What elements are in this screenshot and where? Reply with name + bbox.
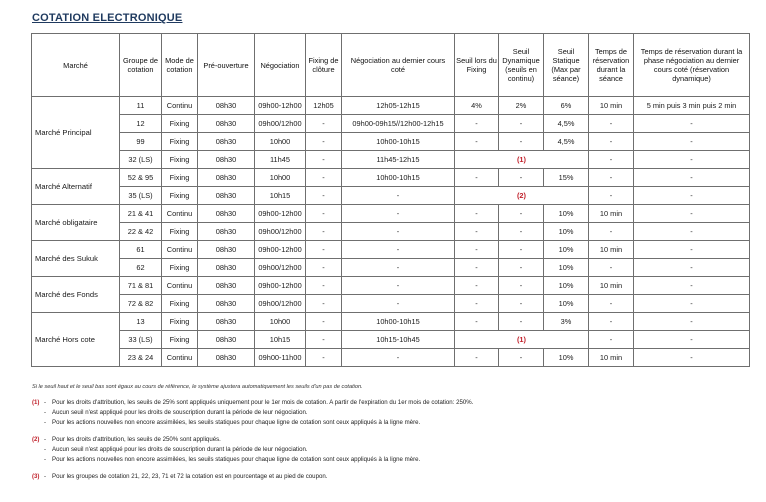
table-cell: - — [306, 133, 342, 151]
table-row — [32, 313, 750, 331]
table-cell: 10% — [544, 223, 589, 241]
table-row — [32, 151, 750, 169]
note-text: Aucun seuil n'est appliqué pour les droits de souscription durant la période de leur négociation. — [52, 446, 308, 453]
header-cell: Seuil Statique (Max par séance) — [544, 34, 589, 97]
table-cell: 10h00-10h15 — [342, 169, 455, 187]
table-cell: - — [342, 241, 455, 259]
market-name: Marché Hors cote — [32, 313, 120, 367]
table-cell: 71 & 81 — [120, 277, 162, 295]
footnote: Si le seuil haut et le seuil bas sont égaux au cours de référence, le système ajustera automatiquement les seuils d'un pas de cotation. — [32, 384, 363, 390]
note-text: Pour les actions nouvelles non encore assimilées, les seuils statiques pour chaque ligne de cotation sont ceux appliqués à la ligne mère. — [52, 419, 421, 426]
table-cell: - — [306, 277, 342, 295]
note-block — [32, 435, 752, 465]
bullet-dash: - — [44, 399, 47, 406]
table-cell: 08h30 — [198, 349, 255, 367]
table-cell: 09h00-09h15//12h00-12h15 — [342, 115, 455, 133]
table-cell: 10 min — [589, 241, 634, 259]
table-cell: - — [306, 115, 342, 133]
table-cell: 08h30 — [198, 277, 255, 295]
table-cell: - — [455, 115, 499, 133]
table-cell: 10h00-10h15 — [342, 133, 455, 151]
table-cell: - — [306, 295, 342, 313]
table-cell: Fixing — [162, 295, 198, 313]
table-cell: - — [634, 277, 750, 295]
table-row — [32, 133, 750, 151]
table-cell: 23 & 24 — [120, 349, 162, 367]
table-cell: 10h15 — [255, 187, 306, 205]
bullet-dash: - — [44, 456, 47, 463]
table-cell: Fixing — [162, 187, 198, 205]
cotation-table — [31, 33, 750, 367]
header-cell: Pré-ouverture — [198, 34, 255, 97]
table-cell: 10h15-10h45 — [342, 331, 455, 349]
table-cell: 10h00-10h15 — [342, 313, 455, 331]
table-cell: - — [306, 169, 342, 187]
table-cell: 10 min — [589, 277, 634, 295]
table-cell: 09h00/12h00 — [255, 295, 306, 313]
table-cell: 09h00/12h00 — [255, 223, 306, 241]
page-title: COTATION ELECTRONIQUE — [32, 12, 183, 24]
table-cell: 5 min puis 3 min puis 2 min — [634, 97, 750, 115]
table-cell: 15% — [544, 169, 589, 187]
table-cell: Fixing — [162, 313, 198, 331]
header-cell: Fixing de clôture — [306, 34, 342, 97]
table-cell: 08h30 — [198, 241, 255, 259]
table-cell: - — [589, 331, 634, 349]
table-cell: - — [634, 349, 750, 367]
notes-section — [32, 398, 752, 489]
table-cell: 35 (LS) — [120, 187, 162, 205]
table-cell: - — [589, 259, 634, 277]
table-cell: - — [499, 205, 544, 223]
table-cell: - — [589, 295, 634, 313]
header-cell: Mode de cotation — [162, 34, 198, 97]
table-cell: Continu — [162, 241, 198, 259]
table-cell: 10% — [544, 241, 589, 259]
table-cell: - — [499, 259, 544, 277]
table-row — [32, 241, 750, 259]
table-cell: 10h00 — [255, 133, 306, 151]
table-cell: - — [499, 223, 544, 241]
table-cell: 10% — [544, 259, 589, 277]
table-cell: 08h30 — [198, 331, 255, 349]
table-cell: - — [342, 277, 455, 295]
table-row — [32, 115, 750, 133]
table-cell: 08h30 — [198, 295, 255, 313]
table-cell: 08h30 — [198, 97, 255, 115]
note-text: Pour les actions nouvelles non encore assimilées, les seuils statiques pour chaque ligne de cotation sont ceux appliqués à la ligne mère. — [52, 456, 421, 463]
table-cell: Fixing — [162, 115, 198, 133]
table-cell: 33 (LS) — [120, 331, 162, 349]
table-cell: 52 & 95 — [120, 169, 162, 187]
table-cell: - — [455, 259, 499, 277]
table-row — [32, 187, 750, 205]
table-cell: 09h00-12h00 — [255, 241, 306, 259]
market-name: Marché Principal — [32, 97, 120, 169]
table-cell: Continu — [162, 205, 198, 223]
table-cell: 09h00-12h00 — [255, 97, 306, 115]
table-cell: 4% — [455, 97, 499, 115]
table-cell: - — [634, 115, 750, 133]
table-row — [32, 205, 750, 223]
table-cell: - — [634, 295, 750, 313]
table-cell: - — [455, 349, 499, 367]
table-cell: - — [342, 187, 455, 205]
table-cell: - — [634, 241, 750, 259]
table-cell: 72 & 82 — [120, 295, 162, 313]
table-cell: Continu — [162, 349, 198, 367]
table-cell: 10 min — [589, 97, 634, 115]
note-reference: (2) — [455, 187, 589, 205]
table-cell: Continu — [162, 97, 198, 115]
table-cell: - — [634, 313, 750, 331]
table-cell: 11h45-12h15 — [342, 151, 455, 169]
table-cell: - — [455, 205, 499, 223]
table-cell: Fixing — [162, 169, 198, 187]
header-cell: Temps de réservation durant la phase négociation au dernier cours coté (réservation dynamique) — [634, 34, 750, 97]
table-cell: - — [499, 313, 544, 331]
note-line — [32, 472, 752, 482]
bullet-dash: - — [44, 446, 47, 453]
table-cell: Fixing — [162, 133, 198, 151]
note-line — [32, 445, 752, 455]
table-cell: - — [499, 133, 544, 151]
table-cell: 10% — [544, 349, 589, 367]
note-line — [32, 408, 752, 418]
table-cell: - — [634, 187, 750, 205]
table-cell: - — [589, 115, 634, 133]
table-cell: 10h00 — [255, 169, 306, 187]
header-cell: Seuil Dynamique (seuils en continu) — [499, 34, 544, 97]
note-text: Pour les groupes de cotation 21, 22, 23, 71 et 72 la cotation est en pourcentage et au pied de coupon. — [52, 473, 328, 480]
table-cell: - — [306, 241, 342, 259]
table-cell: - — [589, 187, 634, 205]
table-cell: - — [306, 313, 342, 331]
table-cell: 6% — [544, 97, 589, 115]
table-cell: - — [634, 169, 750, 187]
table-cell: 09h00-12h00 — [255, 205, 306, 223]
table-cell: 22 & 42 — [120, 223, 162, 241]
header-cell: Négociation au dernier cours coté — [342, 34, 455, 97]
table-cell: - — [634, 223, 750, 241]
table-cell: 08h30 — [198, 259, 255, 277]
table-cell: 08h30 — [198, 169, 255, 187]
table-cell: - — [306, 151, 342, 169]
table-cell: 4,5% — [544, 115, 589, 133]
table-cell: - — [306, 223, 342, 241]
table-cell: - — [499, 169, 544, 187]
table-row — [32, 349, 750, 367]
header-row — [32, 34, 750, 97]
table-cell: - — [306, 259, 342, 277]
table-cell: - — [455, 133, 499, 151]
table-cell: Continu — [162, 277, 198, 295]
table-cell: - — [306, 187, 342, 205]
table-cell: - — [455, 313, 499, 331]
table-cell: 08h30 — [198, 151, 255, 169]
table-cell: - — [455, 277, 499, 295]
table-cell: - — [499, 241, 544, 259]
table-cell: 11h45 — [255, 151, 306, 169]
table-cell: - — [306, 331, 342, 349]
table-cell: - — [342, 259, 455, 277]
table-cell: 08h30 — [198, 115, 255, 133]
table-cell: - — [342, 295, 455, 313]
market-name: Marché Alternatif — [32, 169, 120, 205]
table-body — [32, 97, 750, 367]
table-cell: - — [306, 349, 342, 367]
table-cell: 08h30 — [198, 313, 255, 331]
table-cell: 12 — [120, 115, 162, 133]
table-cell: 21 & 41 — [120, 205, 162, 223]
table-cell: - — [455, 295, 499, 313]
note-line — [32, 435, 752, 445]
table-cell: 11 — [120, 97, 162, 115]
table-row — [32, 223, 750, 241]
table-cell: 62 — [120, 259, 162, 277]
table-row — [32, 331, 750, 349]
bullet-dash: - — [44, 419, 47, 426]
table-cell: 12h05 — [306, 97, 342, 115]
market-name: Marché des Sukuk — [32, 241, 120, 277]
table-cell: - — [634, 151, 750, 169]
table-cell: - — [589, 151, 634, 169]
table-cell: 4,5% — [544, 133, 589, 151]
note-number: (1) — [32, 399, 40, 406]
table-cell: 12h05-12h15 — [342, 97, 455, 115]
table-cell: 08h30 — [198, 223, 255, 241]
note-number: (3) — [32, 473, 40, 480]
table-cell: 2% — [499, 97, 544, 115]
table-cell: 3% — [544, 313, 589, 331]
market-name: Marché obligataire — [32, 205, 120, 241]
table-cell: - — [342, 223, 455, 241]
table-cell: - — [455, 223, 499, 241]
table-cell: 13 — [120, 313, 162, 331]
table-cell: Fixing — [162, 223, 198, 241]
header-cell: Groupe de cotation — [120, 34, 162, 97]
table-cell: 08h30 — [198, 187, 255, 205]
bullet-dash: - — [44, 473, 47, 480]
table-cell: - — [455, 241, 499, 259]
table-cell: - — [499, 295, 544, 313]
table-cell: - — [589, 133, 634, 151]
table-cell: - — [634, 259, 750, 277]
table-cell: - — [499, 277, 544, 295]
table-cell: 10% — [544, 277, 589, 295]
header-cell: Négociation — [255, 34, 306, 97]
note-number: (2) — [32, 436, 40, 443]
table-cell: - — [589, 169, 634, 187]
table-cell: 09h00-11h00 — [255, 349, 306, 367]
table-cell: - — [499, 115, 544, 133]
table-cell: - — [342, 205, 455, 223]
note-line — [32, 398, 752, 408]
note-line — [32, 418, 752, 428]
table-cell: 08h30 — [198, 133, 255, 151]
note-line — [32, 455, 752, 465]
table-cell: 10 min — [589, 205, 634, 223]
table-cell: 10% — [544, 205, 589, 223]
table-cell: - — [455, 169, 499, 187]
header-cell: Marché — [32, 34, 120, 97]
table-cell: - — [342, 349, 455, 367]
note-text: Pour les droits d'attribution, les seuils de 250% sont appliqués. — [52, 436, 221, 443]
table-cell: 32 (LS) — [120, 151, 162, 169]
table-cell: - — [589, 223, 634, 241]
note-reference: (1) — [455, 151, 589, 169]
note-block — [32, 472, 752, 482]
table-cell: 09h00-12h00 — [255, 277, 306, 295]
table-cell: 09h00/12h00 — [255, 259, 306, 277]
header-cell: Seuil lors du Fixing — [455, 34, 499, 97]
table-cell: Fixing — [162, 259, 198, 277]
market-name: Marché des Fonds — [32, 277, 120, 313]
note-block — [32, 398, 752, 428]
table-cell: 10h00 — [255, 313, 306, 331]
table-cell: Fixing — [162, 331, 198, 349]
table-cell: 10h15 — [255, 331, 306, 349]
table-cell: 08h30 — [198, 205, 255, 223]
table-cell: 99 — [120, 133, 162, 151]
header-cell: Temps de réservation durant la séance — [589, 34, 634, 97]
bullet-dash: - — [44, 436, 47, 443]
table-row — [32, 295, 750, 313]
table-cell: 10% — [544, 295, 589, 313]
table-cell: - — [634, 331, 750, 349]
bullet-dash: - — [44, 409, 47, 416]
table-cell: - — [589, 313, 634, 331]
note-reference: (1) — [455, 331, 589, 349]
table-row — [32, 169, 750, 187]
table-cell: 09h00/12h00 — [255, 115, 306, 133]
table-cell: - — [306, 205, 342, 223]
table-cell: 61 — [120, 241, 162, 259]
table-cell: - — [634, 133, 750, 151]
table-cell: 10 min — [589, 349, 634, 367]
table-cell: - — [499, 349, 544, 367]
table-cell: Fixing — [162, 151, 198, 169]
table-row — [32, 259, 750, 277]
table-row — [32, 97, 750, 115]
note-text: Aucun seuil n'est appliqué pour les droits de souscription durant la période de leur négociation. — [52, 409, 308, 416]
table-cell: - — [634, 205, 750, 223]
table-row — [32, 277, 750, 295]
note-text: Pour les droits d'attribution, les seuils de 25% sont appliqués uniquement pour le 1er mois de cotation. A partir de l'expiration du 1er mois de cotation: 250%. — [52, 399, 474, 406]
